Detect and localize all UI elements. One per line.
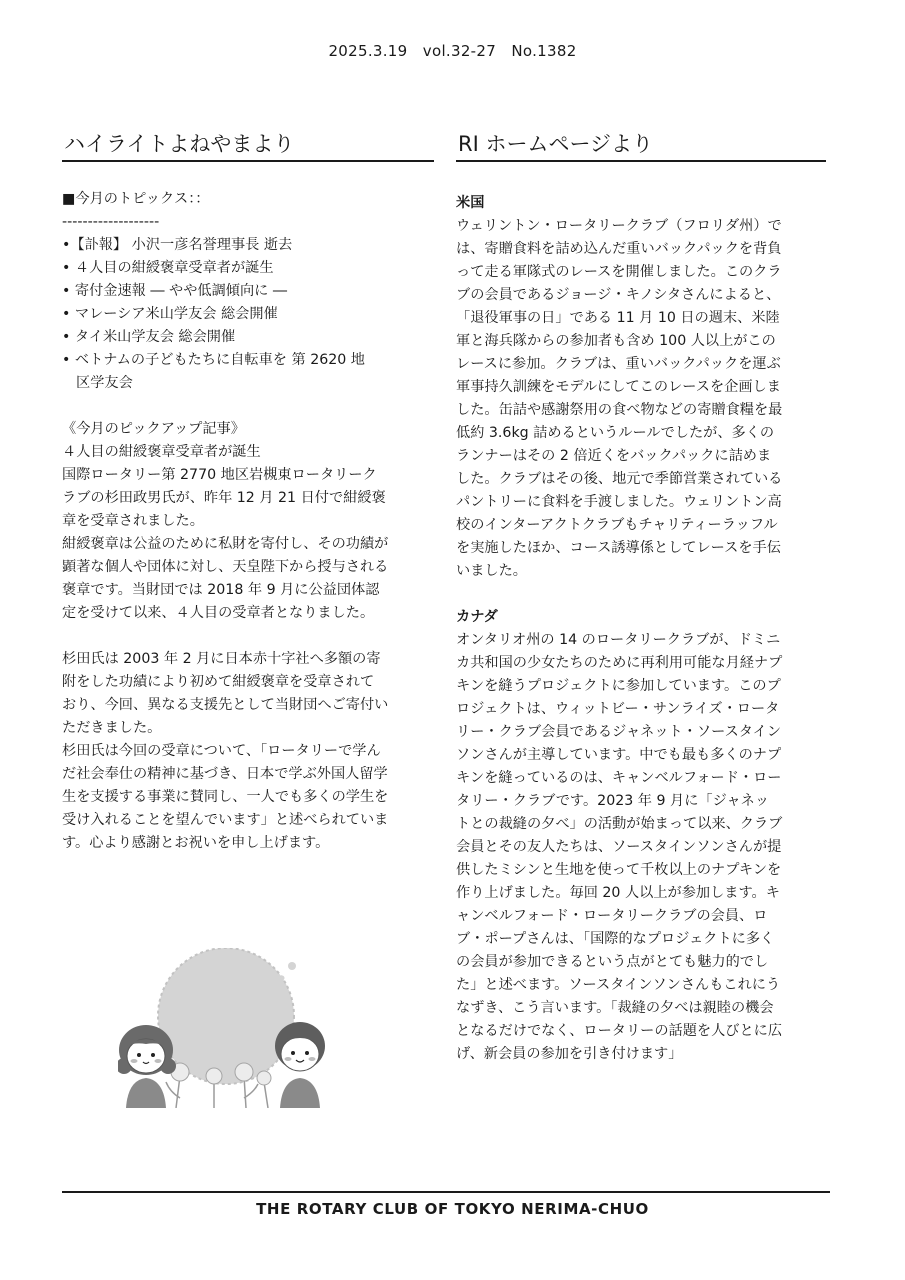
footer-divider [62, 1191, 830, 1193]
paragraph-line: ソンさんが主導しています。中でも最も多くのナプ [456, 747, 782, 763]
left-column [62, 128, 434, 855]
topics-heading: ■今月のトピックス：： [62, 191, 210, 207]
paragraph-line: を実施したほか、コース誘導係としてレースを手伝 [456, 540, 781, 556]
paragraph-line: ラブの杉田政男氏が、昨年 12 月 21 日付で紺綬褒 [62, 490, 386, 506]
paragraph-line: 褒章です。当財団では 2018 年 9 月に公益団体認 [62, 582, 380, 598]
paragraph-line: は、寄贈食料を詰め込んだ重いバックパックを背負 [456, 241, 782, 257]
paragraph-line: 作り上げました。毎回 20 人以上が参加します。キ [456, 885, 780, 901]
paragraph-line: 章を受章されました。 [62, 513, 204, 529]
canada-heading: カナダ [456, 609, 498, 625]
pickup-heading: 《今月のピックアップ記事》 [62, 421, 245, 437]
left-column-title: ハイライトよねやまより [62, 128, 434, 162]
paragraph-line: となるだけでなく、ロータリーの話題を人びとに広 [456, 1023, 783, 1039]
topics-divider: ------------------- [62, 214, 160, 230]
paragraph-line: おり、今回、異なる支援先として当財団へご寄付い [62, 697, 389, 713]
paragraph-line: ランナーはその 2 倍近くをバックパックに詰めま [456, 448, 772, 464]
topic-item-continuation: 区学友会 [76, 375, 133, 391]
paragraph-line: の会員が参加できるという点がとても魅力的でし [456, 954, 769, 970]
paragraph-line: だ社会奉仕の精神に基づき、日本で学ぶ外国人留学 [62, 766, 388, 782]
paragraph-line: ウェリントン・ロータリークラブ（フロリダ州）で [456, 218, 782, 234]
paragraph-line: 受け入れることを望んでいます」と述べられていま [62, 812, 389, 828]
paragraph-line: す。心より感謝とお祝いを申し上げます。 [62, 835, 330, 851]
paragraph-line: 校のインターアクトクラブもチャリティーラッフル [456, 517, 778, 533]
paragraph-line: ブ・ポープさんは、「国際的なプロジェクトに多く [456, 931, 775, 947]
paragraph-line: 供したミシンと生地を使って千枚以上のナプキンを [456, 862, 782, 878]
paragraph-line: オンタリオ州の 14 のロータリークラブが、ドミニ [456, 632, 781, 648]
paragraph-line: ブの会員であるジョージ・キノシタさんによると、 [456, 287, 781, 303]
paragraph-line: カ共和国の少女たちのために再利用可能な月経ナプ [456, 655, 783, 671]
right-column [456, 128, 826, 1066]
paragraph-line: レースに参加。クラブは、重いバックパックを運ぶ [456, 356, 781, 372]
paragraph-line: って走る軍隊式のレースを開催しました。このクラ [456, 264, 782, 280]
paragraph-line: 杉田氏は 2003 年 2 月に日本赤十字社へ多額の寄 [62, 651, 381, 667]
paragraph-line: した。クラブはその後、地元で季節営業されている [456, 471, 783, 487]
pickup-title: ４人目の紺綬褒章受章者が誕生 [62, 444, 261, 460]
paragraph-line: 軍事持久訓練をモデルにしてこのレースを企画しま [456, 379, 781, 395]
paragraph-line: 「退役軍事の日」である 11 月 10 日の週末、米陸 [456, 310, 780, 326]
paragraph-line: ただきました。 [62, 720, 162, 736]
paragraph-line: ロジェクトは、ウィットビー・サンライズ・ロータ [456, 701, 780, 717]
issue-line: 2025.3.19 vol.32-27 No.1382 [328, 42, 577, 60]
paragraph-line: 定を受けて以来、４人目の受章者となりました。 [62, 605, 375, 621]
paragraph-line: なずき、こう言います。「裁縫の夕べは親睦の機会 [456, 1000, 774, 1016]
paragraph-line: た」と述べます。ソースタインソンさんもこれにう [456, 977, 781, 993]
footer-club-name: THE ROTARY CLUB OF TOKYO NERIMA-CHUO [256, 1200, 649, 1218]
paragraph-line: げ、新会員の参加を引き付けます」 [456, 1046, 683, 1062]
topic-item: • タイ米山学友会 総会開催 [62, 329, 236, 345]
topic-item: •【訃報】 小沢一彦名誉理事長 逝去 [62, 237, 293, 253]
paragraph-line: キンを縫うプロジェクトに参加しています。このプ [456, 678, 781, 694]
paragraph-line: パントリーに食料を手渡しました。ウェリントン高 [456, 494, 782, 510]
topic-item: • ４人目の紺綬褒章受章者が誕生 [62, 260, 274, 276]
paragraph-line: 生を支援する事業に賛同し、一人でも多くの学生を [62, 789, 389, 805]
paragraph-line: 軍と海兵隊からの参加者も含め 100 人以上がこの [456, 333, 776, 349]
topic-item: • ベトナムの子どもたちに自転車を 第 2620 地 [62, 352, 365, 368]
right-column-body [456, 192, 826, 1066]
paragraph-line: リー・クラブ会員であるジャネット・ソースタイン [456, 724, 782, 740]
topic-item: • 寄付金速報 ― やや低調傾向に ― [62, 283, 288, 299]
paragraph-line: いました。 [456, 563, 527, 579]
right-column-title: RI ホームページより [456, 128, 826, 162]
paragraph-line: 紺綬褒章は公益のために私財を寄付し、その功績が [62, 536, 389, 552]
paragraph-line: 国際ロータリー第 2770 地区岩槻東ロータリーク [62, 467, 377, 483]
paragraph-line: ャンベルフォード・ロータリークラブの会員、ロ [456, 908, 768, 924]
paragraph-line: した。缶詰や感謝祭用の食べ物などの寄贈食糧を最 [456, 402, 783, 418]
paragraph-line: 顕著な個人や団体に対し、天皇陛下から授与される [62, 559, 389, 575]
paragraph-line: 低約 3.6kg 詰めるというルールでしたが、多くの [456, 425, 775, 441]
children-with-dandelion-icon [118, 948, 334, 1108]
paragraph-line: 杉田氏は今回の受章について、「ロータリーで学ん [62, 743, 381, 759]
paragraph-line: 附をした功績により初めて紺綬褒章を受章されて [62, 674, 375, 690]
usa-heading: 米国 [456, 195, 485, 211]
paragraph-line: タリー・クラブです。2023 年 9 月に「ジャネッ [456, 793, 770, 809]
left-column-body [62, 188, 434, 855]
paragraph-line: トとの裁縫の夕べ」の活動が始まって以来、クラブ [456, 816, 783, 832]
topic-item: • マレーシア米山学友会 総会開催 [62, 306, 278, 322]
paragraph-line: キンを縫っているのは、キャンベルフォード・ロー [456, 770, 782, 786]
paragraph-line: 会員とその友人たちは、ソースタインソンさんが提 [456, 839, 782, 855]
